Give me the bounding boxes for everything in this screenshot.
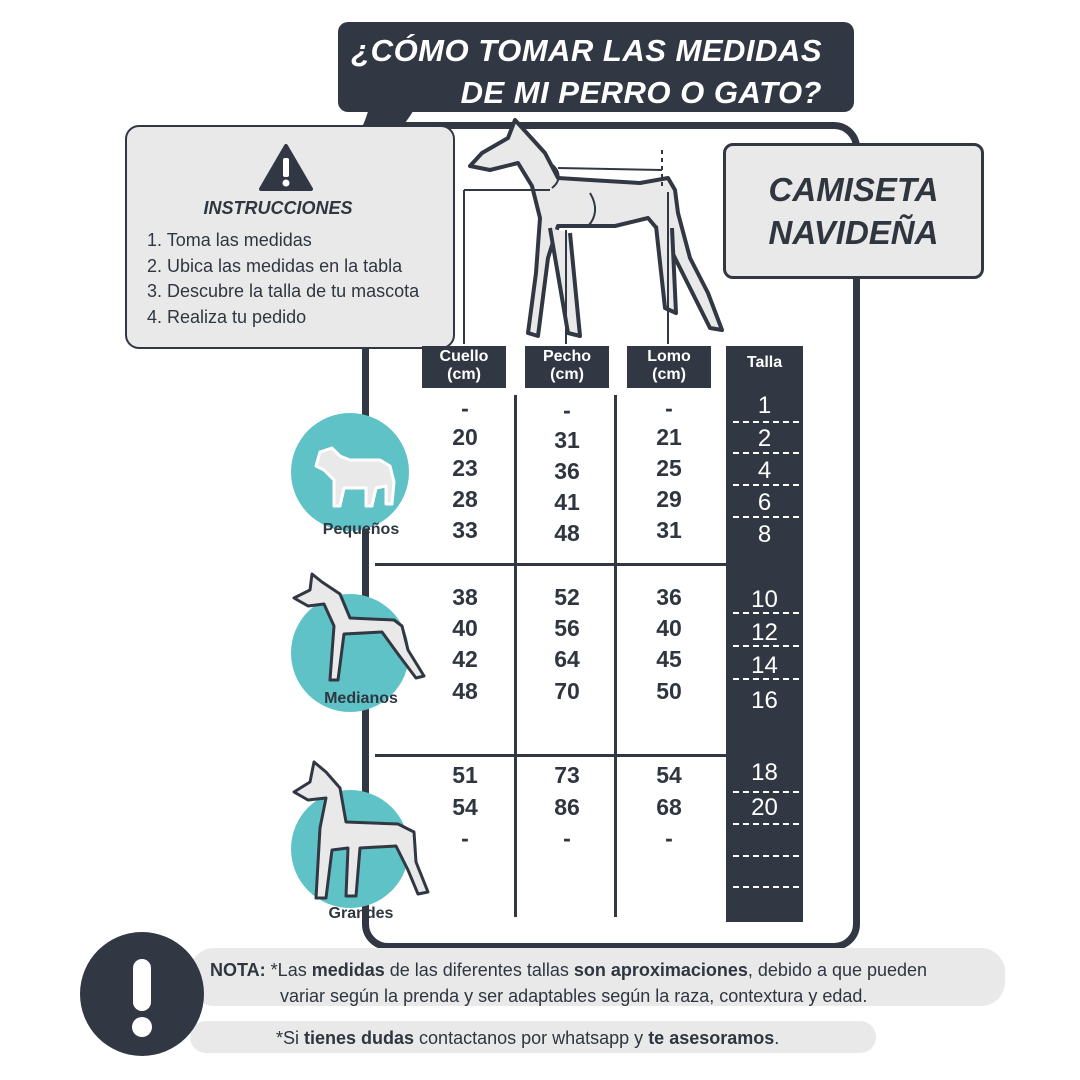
cuello-value: 42 (452, 646, 478, 672)
header-cuello-line2: (cm) (447, 366, 481, 383)
cuello-value: - (461, 395, 469, 421)
cuello-value: 23 (452, 455, 478, 481)
contact-text: *Si (276, 1028, 305, 1048)
size-divider (733, 452, 799, 454)
cuello-value: 38 (452, 584, 478, 610)
pecho-value: - (563, 397, 571, 423)
pecho-value: 31 (554, 427, 580, 453)
lomo-value: 36 (656, 584, 682, 610)
group-divider (375, 754, 727, 757)
cuello-value: 40 (452, 615, 478, 641)
lomo-value: - (665, 825, 673, 851)
group-divider (375, 563, 727, 566)
contact-text: . (774, 1028, 780, 1048)
note-line-2: variar según la prenda y ser adaptables según la raza, contextura y edad. (280, 986, 868, 1006)
size-divider (733, 484, 799, 486)
size-value: 6 (757, 489, 772, 516)
lomo-value: 25 (656, 455, 682, 481)
instruction-step: 4. Realiza tu pedido (147, 306, 307, 327)
note-text: , debido a que pueden (747, 960, 928, 980)
exclamation-icon (120, 955, 164, 1041)
header-pecho (525, 346, 609, 388)
column-divider (514, 395, 517, 917)
title-line-1: ¿CÓMO TOMAR LAS MEDIDAS (351, 33, 822, 68)
header-cuello-line1: Cuello (439, 348, 489, 365)
pecho-value: 48 (554, 520, 580, 546)
small-dog-icon (310, 442, 400, 520)
instruction-step: 3. Descubre la talla de tu mascota (147, 281, 420, 301)
cuello-value: 33 (452, 517, 478, 543)
pecho-value: 86 (554, 794, 580, 820)
lomo-value: 68 (656, 794, 682, 820)
cuello-value: 48 (452, 678, 478, 704)
size-value: 8 (757, 521, 772, 548)
pecho-value: 70 (554, 678, 580, 704)
lomo-value: 29 (656, 486, 682, 512)
cuello-value: 54 (452, 794, 478, 820)
pecho-value: - (563, 825, 571, 851)
header-lomo-line1: Lomo (647, 348, 691, 365)
large-dog-icon (286, 758, 436, 908)
header-lomo (627, 346, 711, 388)
header-cuello (422, 346, 506, 388)
cuello-value: 28 (452, 486, 478, 512)
size-value: 18 (751, 759, 778, 786)
lomo-value: 21 (656, 424, 682, 450)
category-label-large: Grandes (328, 905, 394, 922)
product-line-1: CAMISETA (768, 171, 939, 208)
contact-text: contactanos por whatsapp y (414, 1028, 649, 1048)
note-text: *Las (270, 960, 312, 980)
pecho-value: 41 (554, 489, 580, 515)
contact-bold: te asesoramos (648, 1028, 775, 1048)
product-line-2: NAVIDEÑA (768, 214, 939, 251)
note-label: NOTA: (210, 960, 266, 980)
cuello-value: - (461, 825, 469, 851)
lomo-value: 31 (656, 517, 682, 543)
size-value: 10 (751, 586, 778, 613)
note-bold: medidas (311, 960, 385, 980)
note-text: de las diferentes tallas (384, 960, 574, 980)
header-talla: Talla (746, 354, 783, 371)
size-value: 4 (757, 457, 772, 484)
size-value: 14 (751, 652, 778, 679)
page-title (338, 30, 822, 114)
size-value: 1 (757, 392, 772, 419)
instructions-list (147, 228, 419, 330)
instruction-step: 2. Ubica las medidas en la tabla (147, 255, 403, 276)
medium-dog-icon (290, 570, 430, 688)
contact-bold: tienes dudas (304, 1028, 415, 1048)
lomo-value: 50 (656, 678, 682, 704)
header-lomo-line2: (cm) (652, 366, 686, 383)
contact-line (276, 1026, 876, 1050)
product-name (726, 168, 981, 254)
pecho-value: 64 (554, 646, 580, 672)
title-line-2: DE MI PERRO O GATO? (460, 75, 822, 110)
note-bold: son aproximaciones (573, 960, 748, 980)
header-pecho-line1: Pecho (542, 348, 591, 365)
cuello-value: 51 (452, 762, 478, 788)
pecho-value: 56 (554, 615, 580, 641)
lomo-value: 40 (656, 615, 682, 641)
lomo-value: - (665, 395, 673, 421)
note-line-1 (210, 958, 1000, 982)
size-divider (733, 421, 799, 423)
size-divider (733, 823, 799, 825)
pecho-value: 52 (554, 584, 580, 610)
measurement-dog-icon (440, 108, 740, 348)
size-value: 20 (751, 794, 778, 821)
category-label-medium: Medianos (324, 690, 398, 707)
size-divider (733, 886, 799, 888)
lomo-value: 54 (656, 762, 682, 788)
size-divider (733, 855, 799, 857)
lomo-value: 45 (656, 646, 682, 672)
size-value: 12 (751, 619, 778, 646)
category-label-small: Pequeños (322, 521, 400, 538)
size-divider (733, 516, 799, 518)
pecho-value: 73 (554, 762, 580, 788)
cuello-value: 20 (452, 424, 478, 450)
size-value: 16 (751, 687, 778, 714)
pecho-value: 36 (554, 458, 580, 484)
size-divider (733, 791, 799, 793)
column-divider (614, 395, 617, 917)
instructions-heading: INSTRUCCIONES (203, 198, 353, 218)
header-pecho-line2: (cm) (550, 366, 584, 383)
warning-icon (258, 143, 314, 193)
size-value: 2 (757, 425, 772, 452)
instruction-step: 1. Toma las medidas (147, 230, 312, 250)
